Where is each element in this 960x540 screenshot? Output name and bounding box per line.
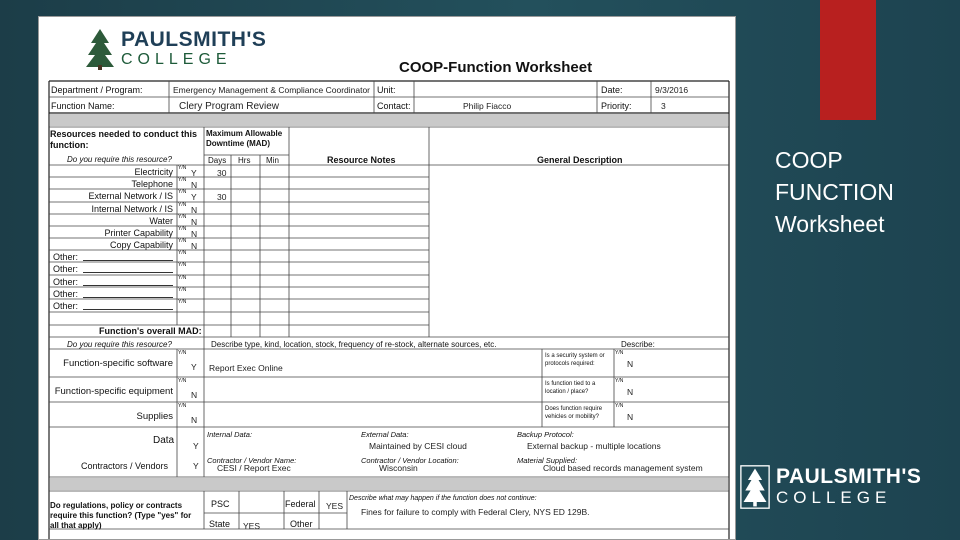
resource-row-label: Telephone <box>131 179 173 189</box>
contractor-name-label: Contractor / Vendor Name: <box>207 456 297 465</box>
contact-label: Contact: <box>377 101 411 111</box>
material-supplied-value[interactable]: Cloud based records management system <box>543 463 703 473</box>
resource-row-label: Internal Network / IS <box>91 204 173 214</box>
worksheet-document <box>38 16 736 540</box>
consequence-question: Describe what may happen if the function does not continue: <box>349 495 537 502</box>
date-value[interactable]: 9/3/2016 <box>655 85 689 95</box>
section2-question: Is a security system or protocols required: <box>545 353 605 367</box>
section2-question: Is function tied to a location / place? <box>545 381 596 395</box>
yn-tag: Y/N <box>178 287 187 293</box>
logo-text-bottom: COLLEGE <box>121 51 232 68</box>
contractors-yn-value[interactable]: Y <box>193 461 199 471</box>
other-label: Other <box>290 519 313 529</box>
resource-row-label: External Network / IS <box>88 191 173 201</box>
external-data-label: External Data: <box>361 430 409 439</box>
department-label: Department / Program: <box>51 85 143 95</box>
state-value[interactable]: YES <box>243 521 261 531</box>
worksheet-title: COOP-Function Worksheet <box>399 59 593 76</box>
contact-value[interactable]: Philip Fiacco <box>463 101 512 111</box>
col-min: Min <box>266 156 279 165</box>
col-days: Days <box>208 156 227 165</box>
section2-row-label: Supplies <box>136 411 173 422</box>
resource-yn-value[interactable]: Y <box>191 168 197 178</box>
resource-yn-value[interactable]: N <box>191 229 198 239</box>
yn-tag: Y/N <box>178 378 187 384</box>
yn-tag: Y/N <box>178 189 187 195</box>
other-underline[interactable] <box>83 252 173 261</box>
resources-header: Resources needed to conduct this function: <box>50 129 198 150</box>
section2-yn-value[interactable]: N <box>191 390 198 400</box>
yn-tag: Y/N <box>178 262 187 268</box>
state-label: State <box>209 519 231 529</box>
resource-yn-value[interactable]: N <box>191 205 198 215</box>
internal-data-label: Internal Data: <box>207 430 253 439</box>
material-supplied-label: Material Supplied: <box>517 456 578 465</box>
separator-bar <box>50 114 728 126</box>
other-underline[interactable] <box>83 301 173 310</box>
other-underline[interactable] <box>83 289 173 298</box>
resource-row-label: Electricity <box>134 167 173 177</box>
yn-tag: Y/N <box>178 177 187 183</box>
resource-yn-value[interactable]: N <box>191 241 198 251</box>
contractor-location-label: Contractor / Vendor Location: <box>361 456 459 465</box>
priority-label: Priority: <box>601 101 632 111</box>
date-label: Date: <box>601 85 623 95</box>
resource-row-label: Other: <box>53 301 79 311</box>
resource-yn-value[interactable]: N <box>191 180 198 190</box>
resource-days-value[interactable]: 30 <box>217 168 227 178</box>
section2-question-answer[interactable]: N <box>627 412 634 422</box>
overall-mad-label: Function's overall MAD: <box>99 326 202 336</box>
col-general-description: General Description <box>537 155 623 165</box>
separator-bar <box>50 478 728 490</box>
function-name-value[interactable]: Clery Program Review <box>179 101 280 112</box>
slide-title-line: Worksheet <box>775 211 885 237</box>
federal-label: Federal <box>285 499 316 509</box>
section2-question: Does function require vehicles or mobility? <box>545 406 603 420</box>
resource-row-label: Printer Capability <box>104 228 173 238</box>
col-resource-notes: Resource Notes <box>327 155 396 165</box>
backup-protocol-value[interactable]: External backup - multiple locations <box>527 441 661 451</box>
federal-value[interactable]: YES <box>326 501 344 511</box>
consequence-value[interactable]: Fines for failure to comply with Federal Clery, NYS ED 129B. <box>361 507 590 517</box>
section2-require-question: Do you require this resource? <box>67 340 172 349</box>
resource-row-label: Copy Capability <box>109 240 173 250</box>
yn-tag: Y/N <box>178 403 187 409</box>
yn-tag: Y/N <box>178 350 187 356</box>
section2-yn-value[interactable]: N <box>191 415 198 425</box>
resource-row-label: Water <box>149 216 173 226</box>
slide-title <box>775 144 894 240</box>
red-accent-bar <box>820 0 876 120</box>
external-data-value[interactable]: Maintained by CESI cloud <box>369 441 467 451</box>
slide-title-line: COOP <box>775 147 843 173</box>
yn-tag: Y/N <box>178 165 187 171</box>
priority-value[interactable]: 3 <box>661 101 666 111</box>
function-name-label: Function Name: <box>51 101 115 111</box>
require-question: Do you require this resource? <box>67 155 172 164</box>
regulations-question: Do regulations, policy or contracts require this function? (Type "yes" for all that apply) <box>50 501 192 530</box>
psc-label: PSC <box>211 499 230 509</box>
contractors-label: Contractors / Vendors <box>81 461 169 471</box>
resource-row-label: Other: <box>53 289 79 299</box>
other-underline[interactable] <box>83 277 173 286</box>
data-label: Data <box>153 435 175 446</box>
slide-title-line: FUNCTION <box>775 179 894 205</box>
resource-row-label: Other: <box>53 277 79 287</box>
yn-tag: Y/N <box>615 350 624 356</box>
resource-days-value[interactable]: 30 <box>217 192 227 202</box>
section2-question-answer[interactable]: N <box>627 387 634 397</box>
describe-type-header: Describe type, kind, location, stock, frequency of re-stock, alternate sources, etc. <box>211 340 497 349</box>
mad-header: Maximum Allowable Downtime (MAD) <box>206 129 283 148</box>
section2-row-label: Function-specific equipment <box>54 386 173 397</box>
yn-tag: Y/N <box>178 299 187 305</box>
yn-tag: Y/N <box>178 226 187 232</box>
backup-protocol-label: Backup Protocol: <box>517 430 574 439</box>
section2-row-label: Function-specific software <box>63 358 173 369</box>
yn-tag: Y/N <box>615 378 624 384</box>
section2-yn-value[interactable]: Y <box>191 362 197 372</box>
unit-label: Unit: <box>377 85 396 95</box>
yn-tag: Y/N <box>178 275 187 281</box>
logo-text-top: PAULSMITH'S <box>121 28 267 51</box>
data-yn-value[interactable]: Y <box>193 441 199 451</box>
resource-yn-value[interactable]: Y <box>191 192 197 202</box>
section2-desc-value[interactable]: Report Exec Online <box>209 363 283 373</box>
pine-tree-icon <box>740 462 770 512</box>
section2-question-answer[interactable]: N <box>627 359 634 369</box>
contractor-location-value[interactable]: Wisconsin <box>379 463 418 473</box>
resource-row-label: Other: <box>53 264 79 274</box>
describe-header: Describe: <box>621 340 655 349</box>
resource-yn-value[interactable]: N <box>191 217 198 227</box>
slide-logo <box>740 462 921 512</box>
department-value[interactable]: Emergency Management & Compliance Coordinator <box>173 85 371 95</box>
col-hrs: Hrs <box>238 156 251 165</box>
other-underline[interactable] <box>83 264 173 273</box>
yn-tag: Y/N <box>178 202 187 208</box>
resource-row-label: Other: <box>53 252 79 262</box>
yn-tag: Y/N <box>178 214 187 220</box>
contractor-name-value[interactable]: CESI / Report Exec <box>217 463 291 473</box>
slide-logo-text-top: PAULSMITH'S <box>776 465 922 488</box>
yn-tag: Y/N <box>178 238 187 244</box>
slide-logo-text-bottom: COLLEGE <box>776 488 892 507</box>
yn-tag: Y/N <box>615 403 624 409</box>
yn-tag: Y/N <box>178 250 187 256</box>
